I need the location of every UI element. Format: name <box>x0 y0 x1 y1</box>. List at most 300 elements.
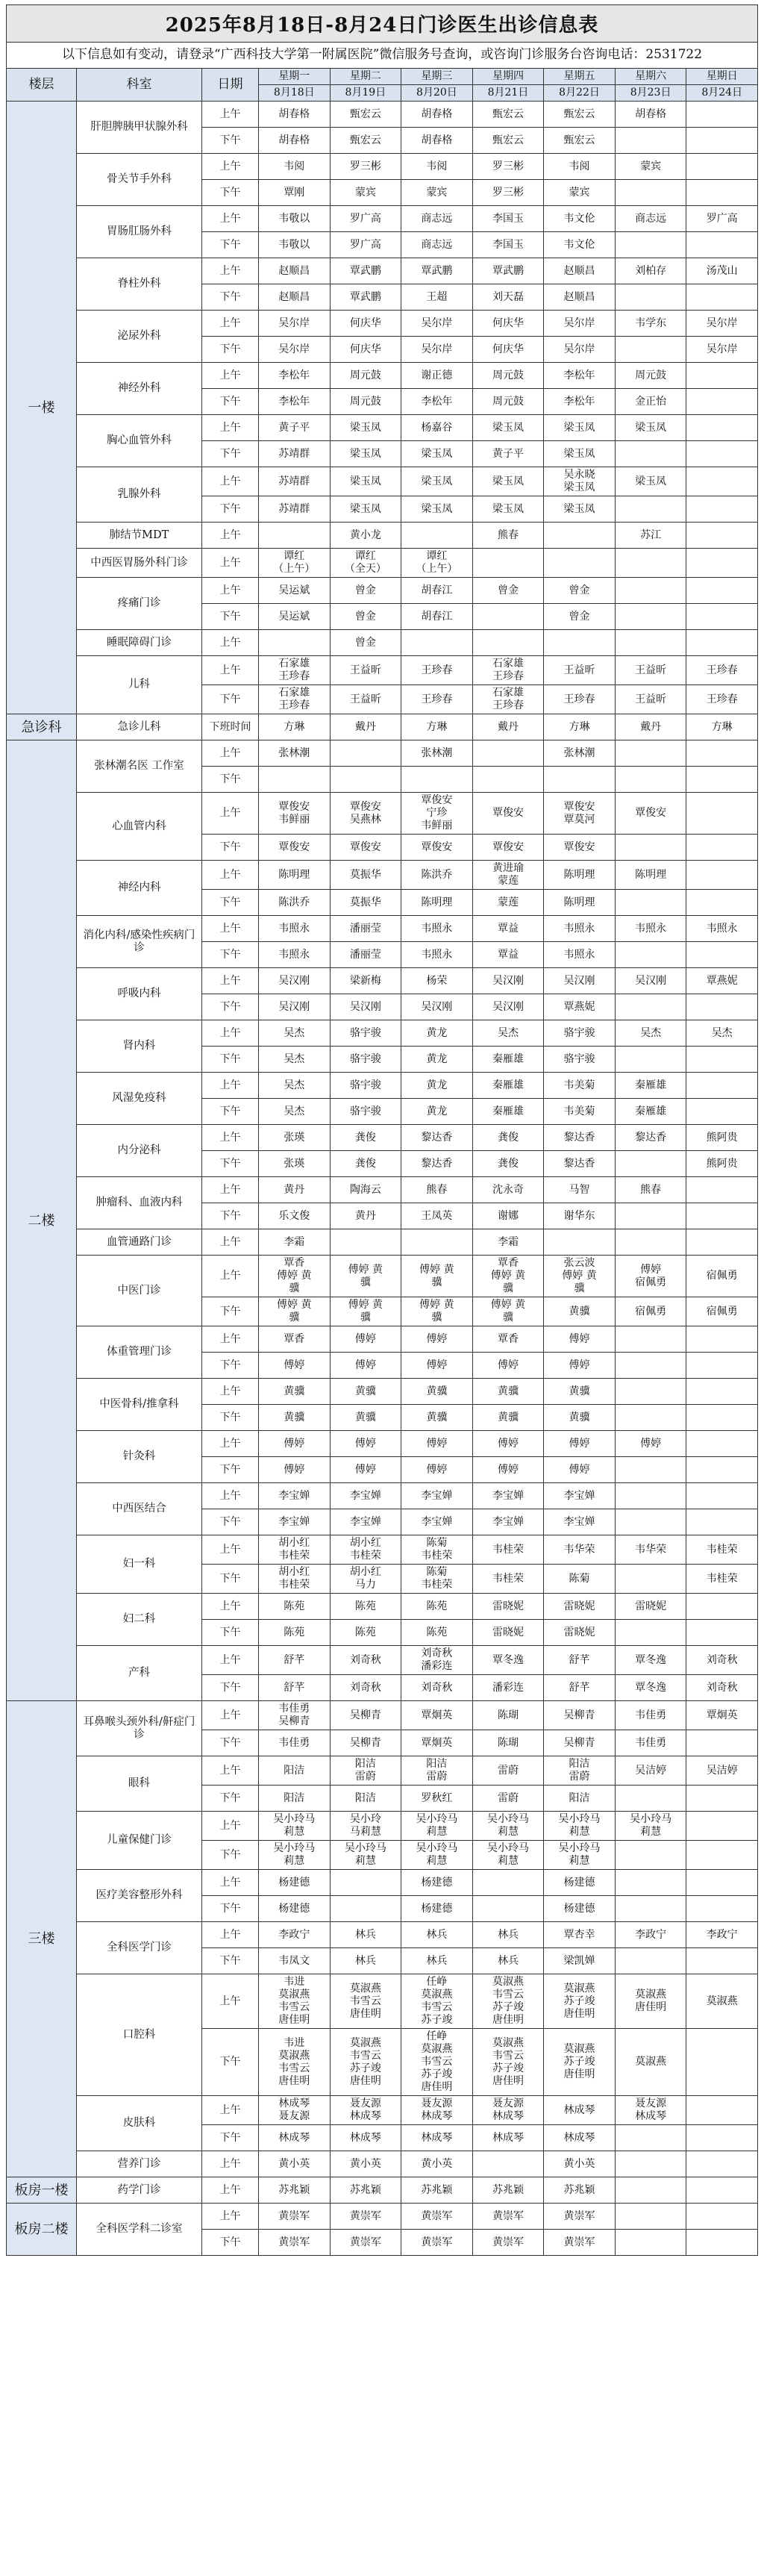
doctor-cell: 黄小英 <box>544 2151 616 2177</box>
doctor-cell <box>472 767 544 793</box>
doctor-cell <box>615 1509 686 1535</box>
doctor-cell: 胡小红 韦桂荣 <box>330 1535 401 1565</box>
doctor-cell <box>686 1177 758 1203</box>
department-name: 肺结节MDT <box>77 523 202 549</box>
doctor-cell: 吴杰 <box>615 1020 686 1047</box>
doctor-cell <box>686 1073 758 1099</box>
doctor-cell: 商志远 <box>401 206 473 232</box>
doctor-cell: 戴丹 <box>472 714 544 740</box>
doctor-cell: 胡春格 <box>259 128 331 154</box>
doctor-cell: 周元鼓 <box>330 363 401 389</box>
doctor-cell: 甄宏云 <box>472 128 544 154</box>
department-name: 眼科 <box>77 1756 202 1812</box>
doctor-cell: 苏兆颖 <box>330 2177 401 2204</box>
doctor-cell: 韦桂荣 <box>686 1565 758 1594</box>
doctor-cell <box>615 1620 686 1646</box>
department-name: 张林潮名医 工作室 <box>77 740 202 793</box>
session-period: 上午 <box>202 656 259 685</box>
doctor-cell: 韦美菊 <box>544 1073 616 1099</box>
doctor-cell: 杨建德 <box>544 1896 616 1922</box>
doctor-cell <box>615 1203 686 1229</box>
doctor-cell: 韦佳勇 吴柳青 <box>259 1701 331 1730</box>
doctor-cell: 梁玉凤 <box>615 415 686 441</box>
doctor-cell: 吴尔岸 <box>686 337 758 363</box>
table-row <box>7 630 758 656</box>
session-period: 上午 <box>202 1756 259 1786</box>
session-period: 下午 <box>202 1730 259 1756</box>
doctor-cell <box>686 496 758 523</box>
doctor-cell: 傅婷 <box>330 1326 401 1353</box>
doctor-cell <box>686 2204 758 2230</box>
doctor-cell: 林成琴 <box>401 2125 473 2151</box>
doctor-cell <box>686 1379 758 1405</box>
department-name: 神经内科 <box>77 861 202 916</box>
doctor-cell: 李国玉 <box>472 232 544 258</box>
doctor-cell: 梁凯婵 <box>544 1948 616 1974</box>
doctor-cell <box>544 523 616 549</box>
doctor-cell <box>615 1786 686 1812</box>
session-period: 上午 <box>202 102 259 128</box>
doctor-cell: 熊春 <box>472 523 544 549</box>
department-name: 睡眠障碍门诊 <box>77 630 202 656</box>
doctor-cell: 覃香 <box>259 1326 331 1353</box>
doctor-cell: 苏兆颖 <box>544 2177 616 2204</box>
doctor-cell: 雷蔚 <box>472 1786 544 1812</box>
doctor-cell: 赵顺昌 <box>259 258 331 284</box>
department-name: 耳鼻喉头颈外科/鼾症门诊 <box>77 1701 202 1756</box>
doctor-cell: 方琳 <box>259 714 331 740</box>
doctor-cell: 吴小玲马 莉慧 <box>401 1841 473 1870</box>
table-row <box>7 1020 758 1047</box>
doctor-cell: 龚俊 <box>330 1125 401 1151</box>
doctor-cell: 覃炯英 <box>686 1701 758 1730</box>
doctor-cell: 吴尔岸 <box>259 337 331 363</box>
doctor-cell: 莫淑燕 韦雪云 苏子竣 唐佳明 <box>330 2029 401 2096</box>
doctor-cell: 雷晓妮 <box>544 1594 616 1620</box>
doctor-cell: 罗广高 <box>330 206 401 232</box>
doctor-cell: 韦桂荣 <box>472 1565 544 1594</box>
session-period: 下午 <box>202 284 259 311</box>
doctor-cell: 陈明理 <box>615 861 686 890</box>
doctor-cell: 吴小玲马 莉慧 <box>472 1812 544 1841</box>
doctor-cell: 吴汉刚 <box>544 968 616 994</box>
doctor-cell: 胡春江 <box>401 578 473 604</box>
doctor-cell <box>615 1483 686 1509</box>
doctor-cell: 吴柳青 <box>330 1730 401 1756</box>
doctor-cell: 李霜 <box>472 1229 544 1256</box>
doctor-cell: 雷蔚 <box>472 1756 544 1786</box>
doctor-cell: 陈明理 <box>544 861 616 890</box>
doctor-cell: 韦照永 <box>544 916 616 942</box>
doctor-cell: 黄小英 <box>401 2151 473 2177</box>
doctor-cell: 蒙宾 <box>401 180 473 206</box>
doctor-cell <box>401 523 473 549</box>
doctor-cell <box>686 2177 758 2204</box>
header-date: 8月19日 <box>330 85 401 102</box>
floor-label: 板房一楼 <box>7 2177 77 2204</box>
doctor-cell: 石家雄 王珍春 <box>259 656 331 685</box>
doctor-cell: 陈苑 <box>401 1594 473 1620</box>
doctor-cell <box>686 2125 758 2151</box>
department-name: 儿童保健门诊 <box>77 1812 202 1870</box>
doctor-cell: 傅婷 宿佩勇 <box>615 1256 686 1297</box>
department-name: 呼吸内科 <box>77 968 202 1020</box>
session-period: 下午 <box>202 1099 259 1125</box>
doctor-cell <box>686 441 758 467</box>
session-period: 上午 <box>202 363 259 389</box>
doctor-cell: 胡小红 韦桂荣 <box>259 1535 331 1565</box>
doctor-cell: 阳洁 <box>330 1786 401 1812</box>
doctor-cell: 梁玉凤 <box>472 467 544 496</box>
doctor-cell: 吴汉刚 <box>259 968 331 994</box>
session-period: 下午 <box>202 890 259 916</box>
doctor-cell: 李霜 <box>259 1229 331 1256</box>
doctor-cell: 黄骥 <box>330 1405 401 1431</box>
doctor-cell <box>686 128 758 154</box>
session-period: 下午 <box>202 2125 259 2151</box>
doctor-cell <box>259 630 331 656</box>
department-name: 疼痛门诊 <box>77 578 202 630</box>
doctor-cell: 苏江 <box>615 523 686 549</box>
session-period: 下午 <box>202 1297 259 1326</box>
department-name: 口腔科 <box>77 1974 202 2096</box>
session-period: 下午 <box>202 1565 259 1594</box>
doctor-cell: 骆宇骏 <box>544 1020 616 1047</box>
doctor-cell: 宿佩勇 <box>615 1297 686 1326</box>
doctor-cell: 石家雄 王珍春 <box>259 685 331 714</box>
doctor-cell: 陈瑚 <box>472 1701 544 1730</box>
doctor-cell: 韦凤文 <box>259 1948 331 1974</box>
doctor-cell: 韦桂荣 <box>686 1535 758 1565</box>
doctor-cell: 覃俊安 吴燕林 <box>330 793 401 835</box>
doctor-cell: 梁玉凤 <box>401 441 473 467</box>
table-row <box>7 1483 758 1509</box>
doctor-cell: 苏靖群 <box>259 496 331 523</box>
doctor-cell: 胡小红 韦桂荣 <box>259 1565 331 1594</box>
session-period: 下午 <box>202 2230 259 2256</box>
session-period: 上午 <box>202 1701 259 1730</box>
schedule-table <box>6 68 758 2256</box>
doctor-cell: 曾金 <box>330 630 401 656</box>
doctor-cell: 林成琴 <box>544 2125 616 2151</box>
doctor-cell: 甄宏云 <box>330 102 401 128</box>
session-period: 下午 <box>202 2029 259 2096</box>
doctor-cell: 杨嘉谷 <box>401 415 473 441</box>
doctor-cell: 李松年 <box>544 389 616 415</box>
doctor-cell: 覃武鹏 <box>472 258 544 284</box>
doctor-cell: 韦佳勇 <box>615 1730 686 1756</box>
doctor-cell: 吴柳青 <box>544 1701 616 1730</box>
doctor-cell: 傅婷 <box>472 1353 544 1379</box>
doctor-cell: 傅婷 <box>401 1353 473 1379</box>
doctor-cell: 罗三彬 <box>330 154 401 180</box>
doctor-cell: 傅婷 <box>472 1431 544 1457</box>
doctor-cell: 王益昕 <box>330 685 401 714</box>
doctor-cell: 韦文伦 <box>544 232 616 258</box>
doctor-cell <box>686 549 758 578</box>
doctor-cell: 黄骥 <box>401 1379 473 1405</box>
table-row <box>7 2151 758 2177</box>
session-period: 上午 <box>202 2096 259 2125</box>
session-period: 下午 <box>202 1896 259 1922</box>
doctor-cell: 陈菊 韦桂荣 <box>401 1565 473 1594</box>
doctor-cell: 苏兆颖 <box>401 2177 473 2204</box>
doctor-cell <box>686 1405 758 1431</box>
doctor-cell <box>686 2230 758 2256</box>
table-row <box>7 1812 758 1841</box>
header-floor: 楼层 <box>7 69 77 102</box>
doctor-cell: 谢娜 <box>472 1203 544 1229</box>
doctor-cell: 傅婷 <box>401 1457 473 1483</box>
doctor-cell: 傅婷 <box>259 1431 331 1457</box>
doctor-cell: 杨荣 <box>401 968 473 994</box>
doctor-cell: 王珍春 <box>544 685 616 714</box>
doctor-cell: 陈苑 <box>259 1594 331 1620</box>
doctor-cell <box>686 1483 758 1509</box>
doctor-cell: 李宝婵 <box>472 1483 544 1509</box>
doctor-cell: 何庆华 <box>330 311 401 337</box>
doctor-cell: 梁玉凤 <box>544 441 616 467</box>
doctor-cell: 黄骥 <box>259 1405 331 1431</box>
session-period: 下午 <box>202 1457 259 1483</box>
doctor-cell: 杨建德 <box>544 1870 616 1896</box>
doctor-cell: 刘奇秋 <box>686 1675 758 1701</box>
doctor-cell: 龚俊 <box>472 1125 544 1151</box>
table-row <box>7 793 758 835</box>
table-row <box>7 1073 758 1099</box>
doctor-cell: 张林潮 <box>544 740 616 767</box>
floor-label: 板房二楼 <box>7 2204 77 2256</box>
doctor-cell: 韦佳勇 <box>259 1730 331 1756</box>
doctor-cell: 覃武鹏 <box>401 258 473 284</box>
doctor-cell: 韦照永 <box>544 942 616 968</box>
doctor-cell <box>686 2096 758 2125</box>
doctor-cell <box>615 1870 686 1896</box>
doctor-cell <box>615 2151 686 2177</box>
doctor-cell: 韦佳勇 <box>615 1701 686 1730</box>
doctor-cell <box>686 1620 758 1646</box>
doctor-cell: 沈永奇 <box>472 1177 544 1203</box>
doctor-cell: 曾金 <box>330 578 401 604</box>
doctor-cell: 雷晓妮 <box>472 1620 544 1646</box>
doctor-cell <box>686 740 758 767</box>
doctor-cell: 汤茂山 <box>686 258 758 284</box>
department-name: 急诊儿科 <box>77 714 202 740</box>
doctor-cell <box>401 1229 473 1256</box>
doctor-cell <box>686 1896 758 1922</box>
doctor-cell: 黎达香 <box>615 1125 686 1151</box>
session-period: 下午 <box>202 180 259 206</box>
doctor-cell: 聂友源 林成琴 <box>472 2096 544 2125</box>
page-title: 2025年8月18日-8月24日门诊医生出诊信息表 <box>6 4 758 43</box>
doctor-cell: 傅婷 <box>259 1457 331 1483</box>
doctor-cell <box>544 630 616 656</box>
doctor-cell <box>615 767 686 793</box>
doctor-cell: 傅婷 <box>401 1326 473 1353</box>
table-row <box>7 1594 758 1620</box>
doctor-cell: 吴小玲马 莉慧 <box>259 1841 331 1870</box>
doctor-cell: 熊阿贵 <box>686 1125 758 1151</box>
doctor-cell: 吴杰 <box>259 1047 331 1073</box>
doctor-cell: 方琳 <box>686 714 758 740</box>
doctor-cell: 秦雁雄 <box>615 1099 686 1125</box>
floor-label: 二楼 <box>7 740 77 1701</box>
doctor-cell: 黄骥 <box>330 1379 401 1405</box>
doctor-cell: 韦进 莫淑燕 韦雪云 唐佳明 <box>259 1974 331 2029</box>
doctor-cell: 李宝婵 <box>544 1483 616 1509</box>
session-period: 上午 <box>202 578 259 604</box>
header-date: 8月22日 <box>544 85 616 102</box>
doctor-cell: 韦阅 <box>259 154 331 180</box>
doctor-cell <box>472 549 544 578</box>
doctor-cell: 傅婷 <box>544 1457 616 1483</box>
doctor-cell: 黎达香 <box>544 1125 616 1151</box>
table-row <box>7 714 758 740</box>
doctor-cell: 傅婷 <box>259 1353 331 1379</box>
session-period: 上午 <box>202 311 259 337</box>
session-period: 下午 <box>202 1675 259 1701</box>
doctor-cell: 覃冬逸 <box>472 1646 544 1675</box>
doctor-cell <box>686 1812 758 1841</box>
doctor-cell <box>686 415 758 441</box>
doctor-cell: 陈洪乔 <box>259 890 331 916</box>
doctor-cell: 李宝婵 <box>259 1483 331 1509</box>
doctor-cell <box>686 793 758 835</box>
doctor-cell <box>544 549 616 578</box>
session-period: 上午 <box>202 1974 259 2029</box>
doctor-cell: 任峥 莫淑燕 韦雪云 苏子竣 <box>401 1974 473 2029</box>
doctor-cell: 刘奇秋 潘彩连 <box>401 1646 473 1675</box>
session-period: 上午 <box>202 1177 259 1203</box>
doctor-cell: 胡春格 <box>401 128 473 154</box>
session-period: 下午 <box>202 835 259 861</box>
department-name: 内分泌科 <box>77 1125 202 1177</box>
session-period: 上午 <box>202 916 259 942</box>
doctor-cell: 赵顺昌 <box>544 258 616 284</box>
notice-text: 以下信息如有变动，请登录“广西科技大学第一附属医院”微信服务号查询，或咨询门诊服务台咨询电话：2531722 <box>6 43 758 68</box>
doctor-cell: 黎达香 <box>401 1151 473 1177</box>
department-name: 心血管内科 <box>77 793 202 861</box>
doctor-cell <box>401 630 473 656</box>
header-weekday: 星期三 <box>401 69 473 85</box>
doctor-cell: 阳洁 <box>259 1756 331 1786</box>
doctor-cell <box>686 467 758 496</box>
session-period: 上午 <box>202 1256 259 1297</box>
doctor-cell: 舒芊 <box>259 1646 331 1675</box>
table-row <box>7 1229 758 1256</box>
doctor-cell <box>615 180 686 206</box>
doctor-cell <box>686 942 758 968</box>
table-row <box>7 656 758 685</box>
doctor-cell: 潘丽莹 <box>330 942 401 968</box>
table-row <box>7 1125 758 1151</box>
doctor-cell: 莫淑燕 <box>686 1974 758 2029</box>
doctor-cell <box>686 1870 758 1896</box>
doctor-cell: 傅婷 <box>472 1457 544 1483</box>
doctor-cell: 阳洁 <box>544 1786 616 1812</box>
table-row <box>7 467 758 496</box>
doctor-cell <box>686 630 758 656</box>
doctor-cell: 覃益 <box>472 916 544 942</box>
doctor-cell: 吴永晓 梁玉凤 <box>544 467 616 496</box>
doctor-cell: 骆宇骏 <box>330 1020 401 1047</box>
doctor-cell: 覃俊安 <box>615 793 686 835</box>
doctor-cell: 商志远 <box>401 232 473 258</box>
table-row <box>7 2204 758 2230</box>
doctor-cell: 张林潮 <box>401 740 473 767</box>
doctor-cell <box>544 767 616 793</box>
doctor-cell <box>472 1896 544 1922</box>
doctor-cell: 陈苑 <box>330 1620 401 1646</box>
session-period: 上午 <box>202 2204 259 2230</box>
doctor-cell: 黄崇军 <box>259 2204 331 2230</box>
doctor-cell: 覃刚 <box>259 180 331 206</box>
session-period: 下午 <box>202 1353 259 1379</box>
session-period: 下午 <box>202 604 259 630</box>
doctor-cell: 梁玉凤 <box>544 415 616 441</box>
doctor-cell: 骆宇骏 <box>544 1047 616 1073</box>
session-period: 上午 <box>202 1431 259 1457</box>
doctor-cell: 石家雄 王珍春 <box>472 656 544 685</box>
doctor-cell: 黎达香 <box>401 1125 473 1151</box>
doctor-cell <box>615 1353 686 1379</box>
doctor-cell: 黄骥 <box>544 1379 616 1405</box>
doctor-cell: 吴运斌 <box>259 604 331 630</box>
doctor-cell: 傅婷 黄 骥 <box>401 1256 473 1297</box>
doctor-cell: 梁玉凤 <box>330 415 401 441</box>
doctor-cell: 龚俊 <box>472 1151 544 1177</box>
doctor-cell: 聂友源 林成琴 <box>330 2096 401 2125</box>
doctor-cell: 潘彩连 <box>472 1675 544 1701</box>
session-period: 下午 <box>202 1509 259 1535</box>
doctor-cell: 韦华荣 <box>615 1535 686 1565</box>
doctor-cell: 方琳 <box>401 714 473 740</box>
department-name: 脊柱外科 <box>77 258 202 311</box>
doctor-cell <box>686 1047 758 1073</box>
doctor-cell <box>472 1870 544 1896</box>
doctor-cell: 任峥 莫淑燕 韦雪云 苏子竣 唐佳明 <box>401 2029 473 2096</box>
doctor-cell: 张瑛 <box>259 1151 331 1177</box>
session-period: 下午 <box>202 1151 259 1177</box>
doctor-cell: 黄崇军 <box>472 2230 544 2256</box>
doctor-cell <box>615 835 686 861</box>
session-period: 下午 <box>202 942 259 968</box>
doctor-cell <box>615 1896 686 1922</box>
doctor-cell: 周元鼓 <box>330 389 401 415</box>
doctor-cell: 覃俊安 <box>330 835 401 861</box>
doctor-cell: 韦照永 <box>259 942 331 968</box>
session-period: 上午 <box>202 1379 259 1405</box>
doctor-cell <box>686 1326 758 1353</box>
doctor-cell: 林兵 <box>472 1922 544 1948</box>
doctor-cell: 韦华荣 <box>544 1535 616 1565</box>
doctor-cell: 王益昕 <box>615 685 686 714</box>
doctor-cell: 胡春江 <box>401 604 473 630</box>
doctor-cell: 苏靖群 <box>259 441 331 467</box>
doctor-cell: 杨建德 <box>259 1870 331 1896</box>
doctor-cell <box>615 2177 686 2204</box>
session-period: 下午 <box>202 337 259 363</box>
doctor-cell: 何庆华 <box>472 311 544 337</box>
doctor-cell: 吴小玲 马莉慧 <box>330 1812 401 1841</box>
session-period: 上午 <box>202 415 259 441</box>
doctor-cell: 甄宏云 <box>544 128 616 154</box>
doctor-cell: 吴杰 <box>259 1099 331 1125</box>
doctor-cell: 莫淑燕 韦雪云 苏子竣 唐佳明 <box>472 2029 544 2096</box>
doctor-cell: 黄崇军 <box>330 2204 401 2230</box>
doctor-cell: 曾金 <box>544 604 616 630</box>
doctor-cell: 林兵 <box>401 1922 473 1948</box>
